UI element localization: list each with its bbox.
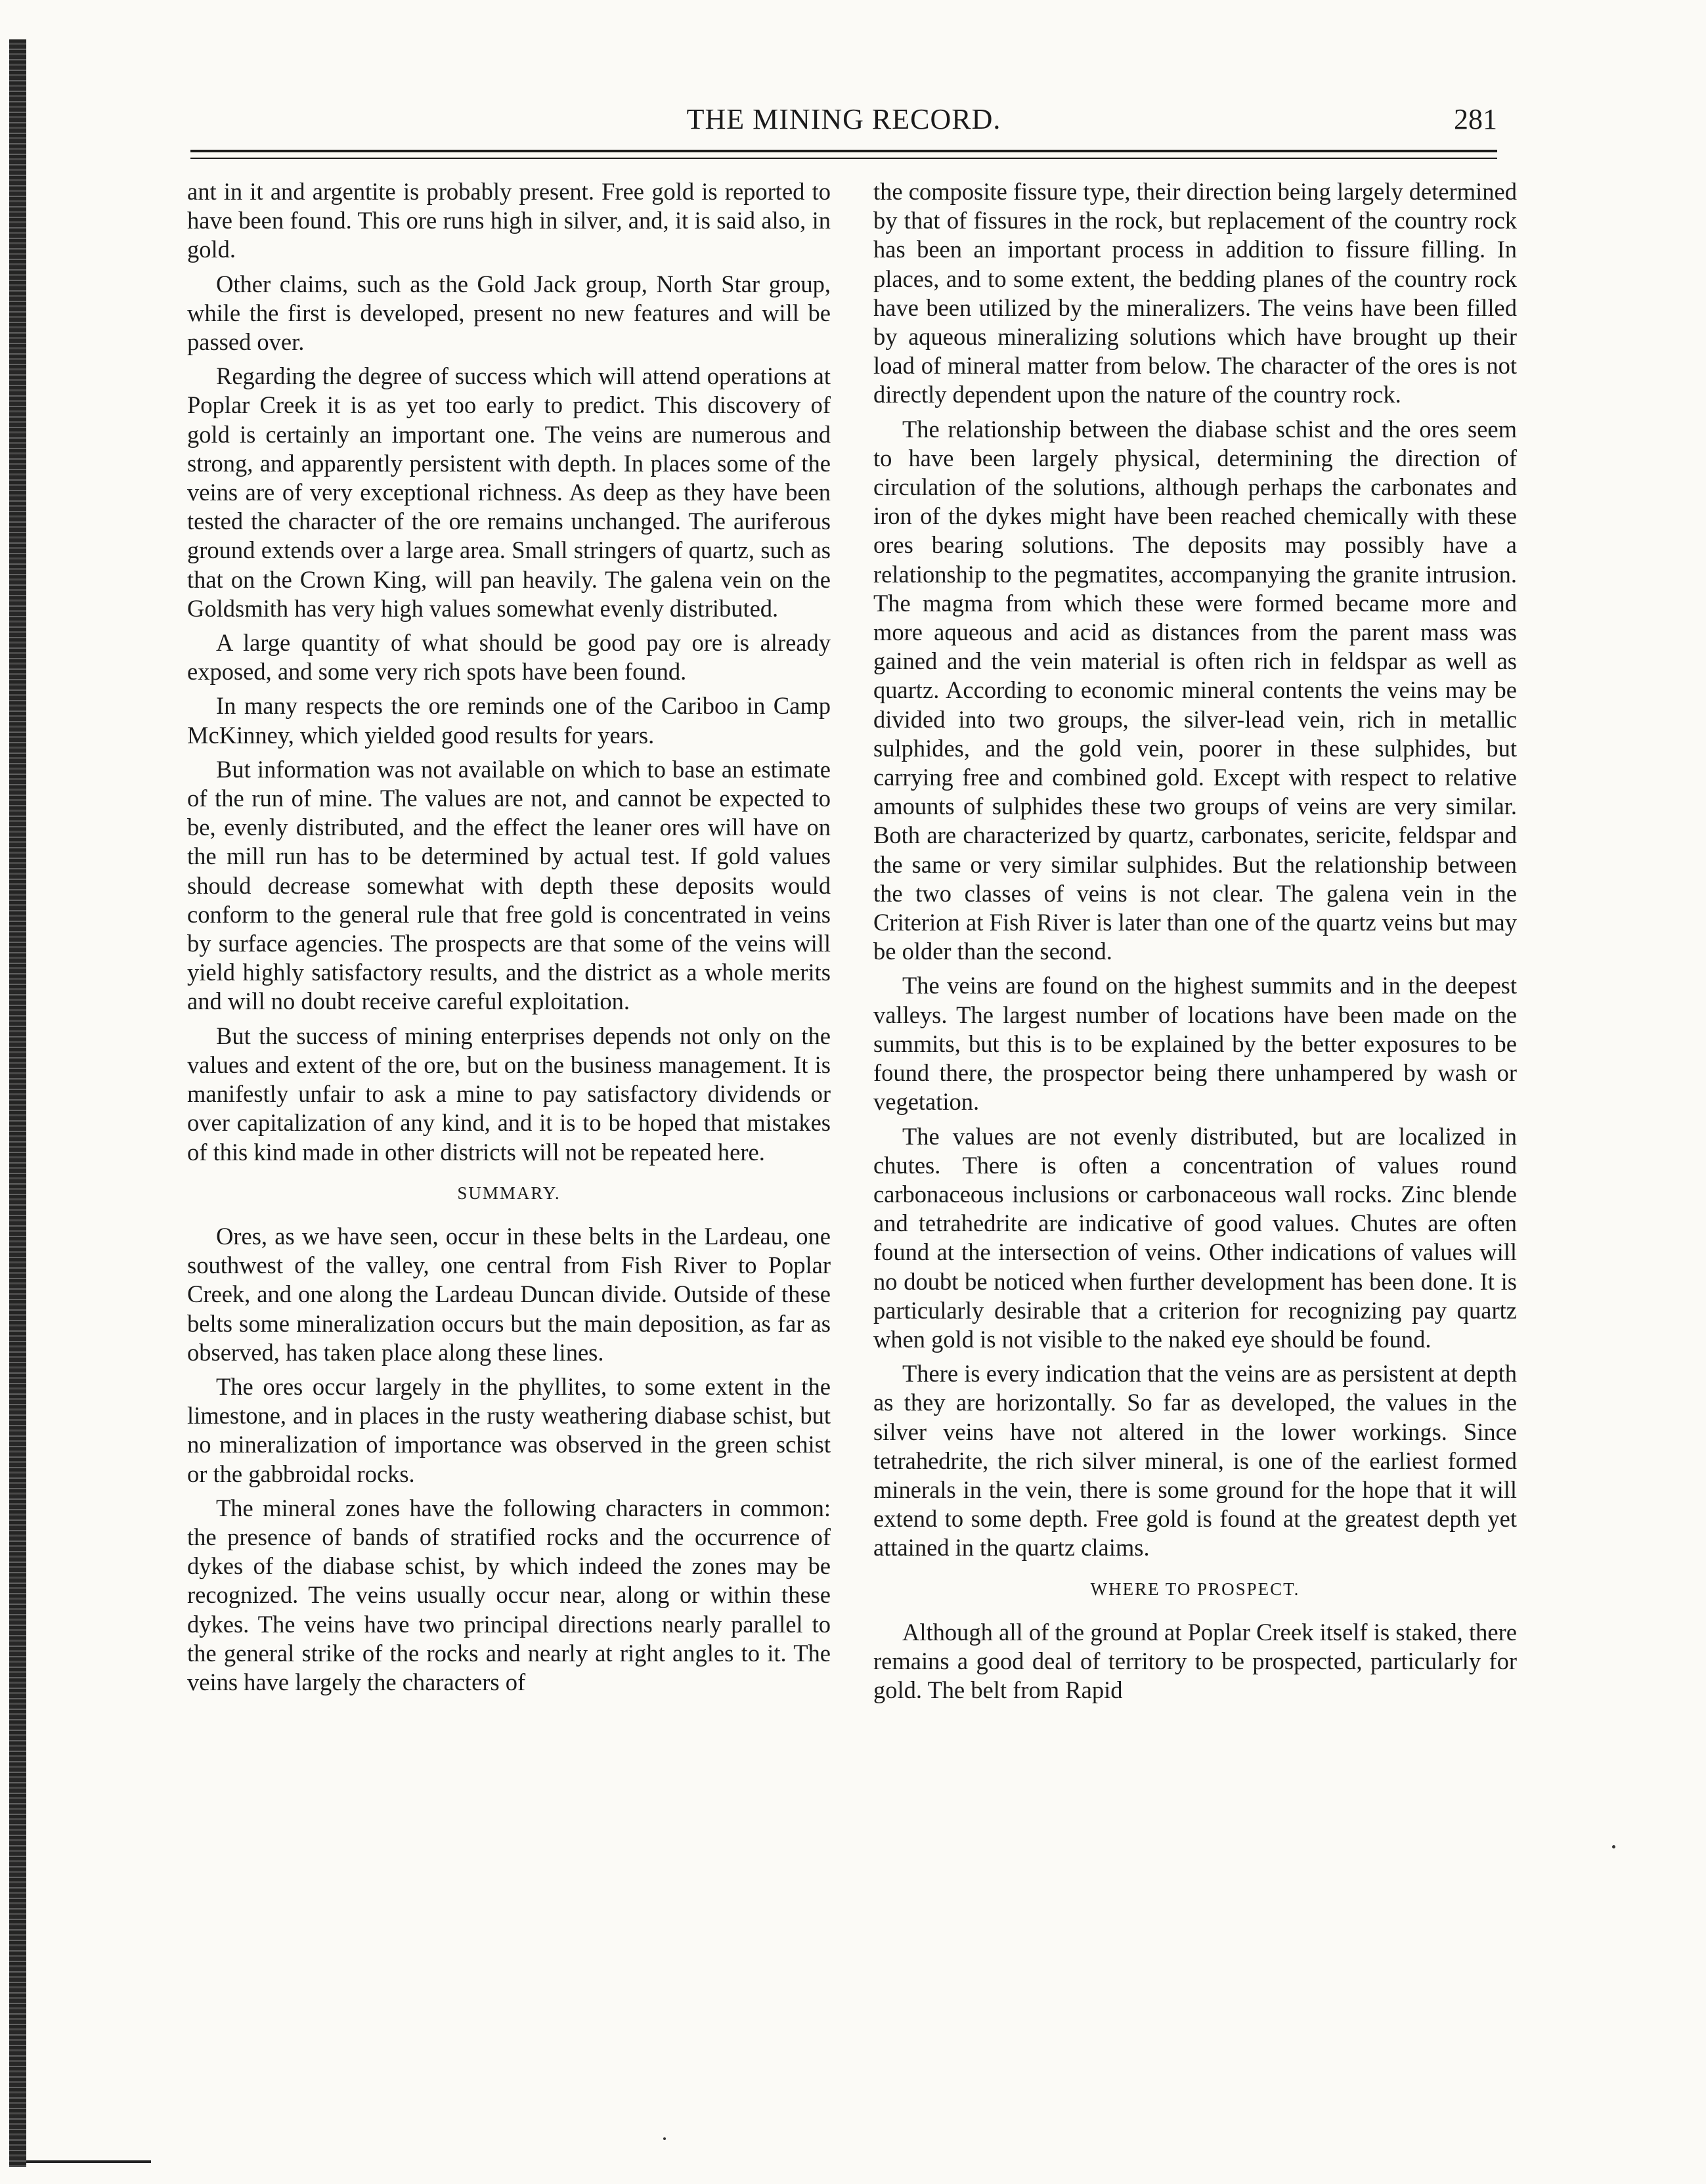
paragraph: But the success of mining enterprises depends not only on the values and extent of the ore, but on the business management. It is manifestly unfair to ask a mine to pay satisfactory dividends or over capitalization of any kind, and it is to be hoped that mistakes of this kind made in other districts will not be repeated here. [187, 1022, 831, 1166]
paragraph: The relationship between the diabase schist and the ores seem to have been largely physical, determining the direction of circulation of the solutions, although perhaps the carbonates and iron of the dykes might have been reached chemically with these ores bearing solutions. The deposits may possibly have a relationship to the pegmatites, accompanying the granite intrusion. The magma from which these were formed became more and more aqueous and acid as distances from the parent mass was gained and the vein material is often rich in feldspar as well as quartz. According to economic mineral contents the veins may be divided into two groups, the silver-lead vein, rich in metallic sulphides, and the gold vein, poorer in these sulphides, but carrying free and combined gold. Except with respect to relative amounts of sulphides these two groups of veins are very similar. Both are characterized by quartz, carbonates, sericite, feldspar and the same or very similar sulphides. But the relationship between the two classes of veins is not clear. The galena vein in the Criterion at Fish River is later than one of the quartz veins but may be older than the second. [873, 415, 1517, 965]
header-rule-thick [190, 150, 1497, 152]
paragraph: Other claims, such as the Gold Jack group, North Star group, while the first is developed, present no new features and will be passed over. [187, 270, 831, 356]
right-column [873, 177, 1517, 2154]
paragraph: Ores, as we have seen, occur in these belts in the Lardeau, one southwest of the valley, one central from Fish River to Poplar Creek, and one along the Lardeau Duncan divide. Outside of these belts some mineralization occurs but the main deposition, as far as observed, has taken place along these lines. [187, 1222, 831, 1366]
paragraph: A large quantity of what should be good pay ore is already exposed, and some very rich spots have been found. [187, 629, 831, 686]
where-to-prospect-heading: WHERE TO PROSPECT. [1090, 1579, 1300, 1599]
summary-heading: SUMMARY. [457, 1183, 561, 1203]
page-header [190, 97, 1497, 150]
paragraph: There is every indication that the veins are as persistent at depth as they are horizontally. So far as developed, the values in the silver veins have not altered in the lower workings. Since tetrahedrite, the rich silver mineral, is one of the earliest formed minerals in the vein, there is some ground for the hope that it will extend to some depth. Free gold is found at the greatest depth yet attained in the quartz claims. [873, 1360, 1517, 1562]
page-number: 281 [1454, 103, 1497, 135]
left-column [187, 177, 831, 2154]
print-speck [1612, 1845, 1615, 1848]
binding-foot-mark [26, 2160, 151, 2163]
paragraph: the composite fissure type, their direction being largely determined by that of fissures in the rock, but replacement of the country rock has been an important process in addition to fissure filling. In places, and to some extent, the bedding planes of the country rock have been utilized by the mineralizers. The veins have been filled by aqueous mineralizing solutions which have brought up their load of mineral matter from below. The character of the ores is not directly dependent upon the nature of the country rock. [873, 178, 1517, 408]
paragraph: The mineral zones have the following characters in common: the presence of bands of stratified rocks and the occurrence of dykes of the diabase schist, by which indeed the zones may be recognized. The veins usually occur near, along or within these dykes. The veins have two principal directions nearly parallel to the general strike of the rocks and nearly at right angles to it. The veins have largely the characters of [187, 1494, 831, 1695]
paragraph: Regarding the degree of success which will attend operations at Poplar Creek it is as yet too early to predict. This discovery of gold is certainly an important one. The veins are numerous and strong, and apparently persistent with depth. In places some of the veins are of very exceptional richness. As deep as they have been tested the character of the ore remains unchanged. The auriferous ground extends over a large area. Small stringers of quartz, such as that on the Crown King, will pan heavily. The galena vein on the Goldsmith has very high values somewhat evenly distributed. [187, 362, 831, 622]
paragraph: The ores occur largely in the phyllites, to some extent in the limestone, and in places in the rusty weathering diabase schist, but no mineralization of importance was observed in the green schist or the gabbroidal rocks. [187, 1372, 831, 1487]
header-rule-thin [190, 158, 1497, 159]
paragraph: Although all of the ground at Poplar Creek itself is staked, there remains a good deal of territory to be prospected, particularly for gold. The belt from Rapid [873, 1618, 1517, 1704]
paragraph: In many respects the ore reminds one of the Cariboo in Camp McKinney, which yielded good results for years. [187, 692, 831, 749]
paragraph: ant in it and argentite is probably present. Free gold is reported to have been found. This ore runs high in silver, and, it is said also, in gold. [187, 178, 831, 263]
paragraph: The values are not evenly distributed, but are localized in chutes. There is often a concentration of values round carbonaceous inclusions or carbonaceous wall rocks. Zinc blende and tetrahedrite are indicative of good values. Chutes are often found at the intersection of veins. Other indications of values will no doubt be noticed when further development has been done. It is particularly desirable that a criterion for recognizing pay quartz when gold is not visible to the naked eye should be found. [873, 1122, 1517, 1353]
paragraph: The veins are found on the highest summits and in the deepest valleys. The largest number of locations have been made on the summits, but this is to be explained by the better exposures to be found there, the prospector being there unhampered by wash or vegetation. [873, 972, 1517, 1116]
running-title: THE MINING RECORD. [686, 103, 1001, 135]
binding-edge [9, 39, 26, 2167]
paragraph: But information was not available on which to base an estimate of the run of mine. The values are not, and cannot be expected to be, evenly distributed, and the effect the leaner ores will have on the mill run has to be determined by actual test. If gold values should decrease somewhat with depth these deposits would conform to the general rule that free gold is concentrated in veins by surface agencies. The prospects are that some of the veins will yield highly satisfactory results, and the district as a whole merits and will no doubt receive careful exploitation. [187, 755, 831, 1015]
print-speck [663, 2137, 666, 2140]
